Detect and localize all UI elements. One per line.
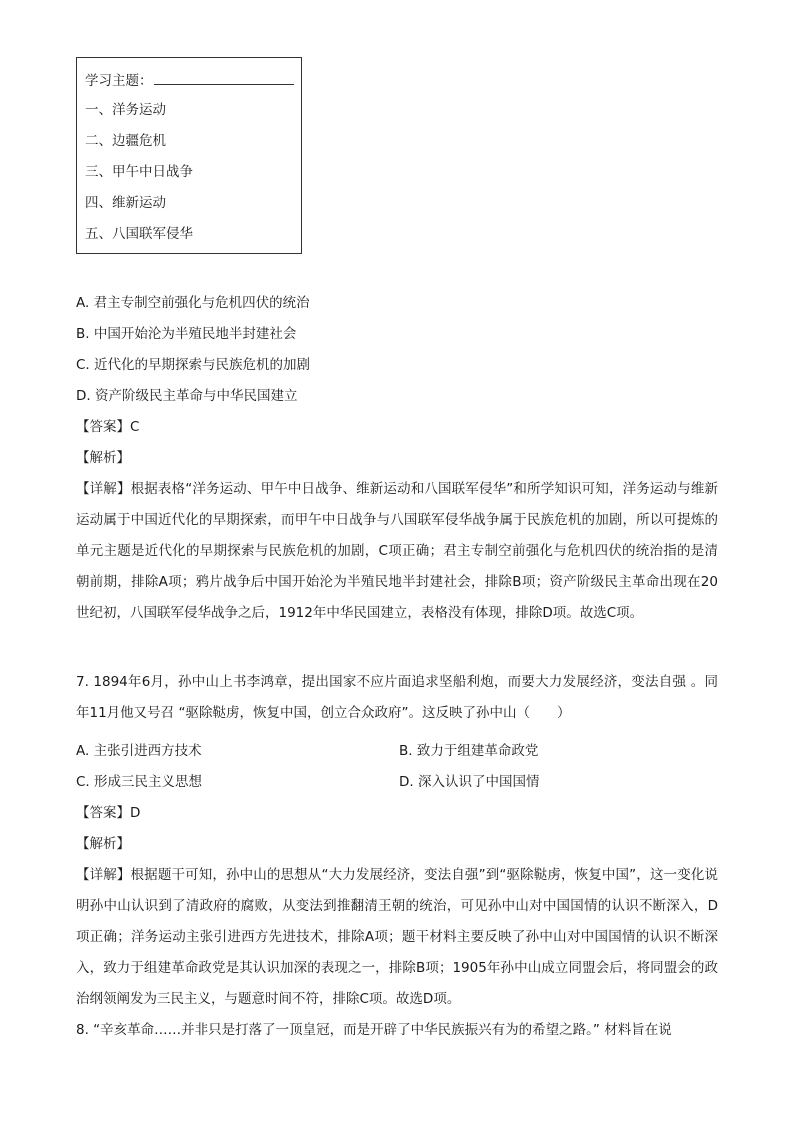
q7-option-d: D. 深入认识了中国国情 xyxy=(399,774,540,790)
q7-analysis-label: 【解析】 xyxy=(76,836,130,852)
q7-detail: 【详解】根据题干可知，孙中山的思想从“大力发展经济，变法自强”到“驱除鞑虏，恢复中国”，这一变化说明孙中山认识到了清政府的腐败，从变法到推翻清王朝的统治，可见孙中山对中国国情的认识不断深入，D项正确；洋务运动主张引进西方先进技术，排除A项；题干材料主要反映了孙中山对中国国情的认识不断深入，致力于组建革命政党是其认识加深的表现之一，排除B项；1905年孙中山成立同盟会后，将同盟会的政治纲领阐发为三民主义，与题意时间不符，排除C项。故选D项。 xyxy=(76,867,718,1007)
q7-option-a: A. 主张引进西方技术 xyxy=(76,743,202,759)
topic-item: 五、八国联军侵华 xyxy=(85,226,193,242)
q7-stem: 7. 1894年6月，孙中山上书李鸿章，提出国家不应片面追求坚船利炮，而要大力发展经济，变法自强 。同年11月他又号召 “驱除鞑虏，恢复中国，创立合众政府”。这反映了孙中山（ ） xyxy=(76,674,718,721)
q6-option-a: A. 君主专制空前强化与危机四伏的统治 xyxy=(76,295,310,311)
q6-analysis-label: 【解析】 xyxy=(76,450,130,466)
q6-option-c: C. 近代化的早期探索与民族危机的加剧 xyxy=(76,357,311,373)
q6-detail: 【详解】根据表格“洋务运动、甲午中日战争、维新运动和八国联军侵华”和所学知识可知，洋务运动与维新运动属于中国近代化的早期探索，而甲午中日战争与八国联军侵华战争属于民族危机的加剧，所以可提炼的单元主题是近代化的早期探索与民族危机的加剧，C项正确；君主专制空前强化与危机四伏的统治指的是清朝前期，排除A项；鸦片战争后中国开始沦为半殖民地半封建社会，排除B项；资产阶级民主革命出现在20世纪初，八国联军侵华战争之后，1912年中华民国建立，表格没有体现，排除D项。故选C项。 xyxy=(76,481,718,621)
q6-answer: 【答案】C xyxy=(76,419,140,435)
topic-item: 四、维新运动 xyxy=(85,195,166,211)
topic-item: 三、甲午中日战争 xyxy=(85,164,193,180)
q7-answer: 【答案】D xyxy=(76,805,141,821)
topic-heading: 学习主题： xyxy=(85,73,153,89)
topic-item: 一、洋务运动 xyxy=(85,102,166,118)
q7-option-b: B. 致力于组建革命政党 xyxy=(399,743,539,759)
study-topic-box xyxy=(76,57,302,254)
topic-blank xyxy=(154,70,294,85)
q7-option-c: C. 形成三民主义思想 xyxy=(76,774,203,790)
q8-stem: 8. “辛亥革命……并非只是打落了一顶皇冠，而是开辟了中华民族振兴有为的希望之路。” 材料旨在说 xyxy=(76,1022,672,1038)
topic-item: 二、边疆危机 xyxy=(85,133,166,149)
q6-option-d: D. 资产阶级民主革命与中华民国建立 xyxy=(76,388,298,404)
q6-option-b: B. 中国开始沦为半殖民地半封建社会 xyxy=(76,326,297,342)
topic-heading-line xyxy=(85,70,294,90)
